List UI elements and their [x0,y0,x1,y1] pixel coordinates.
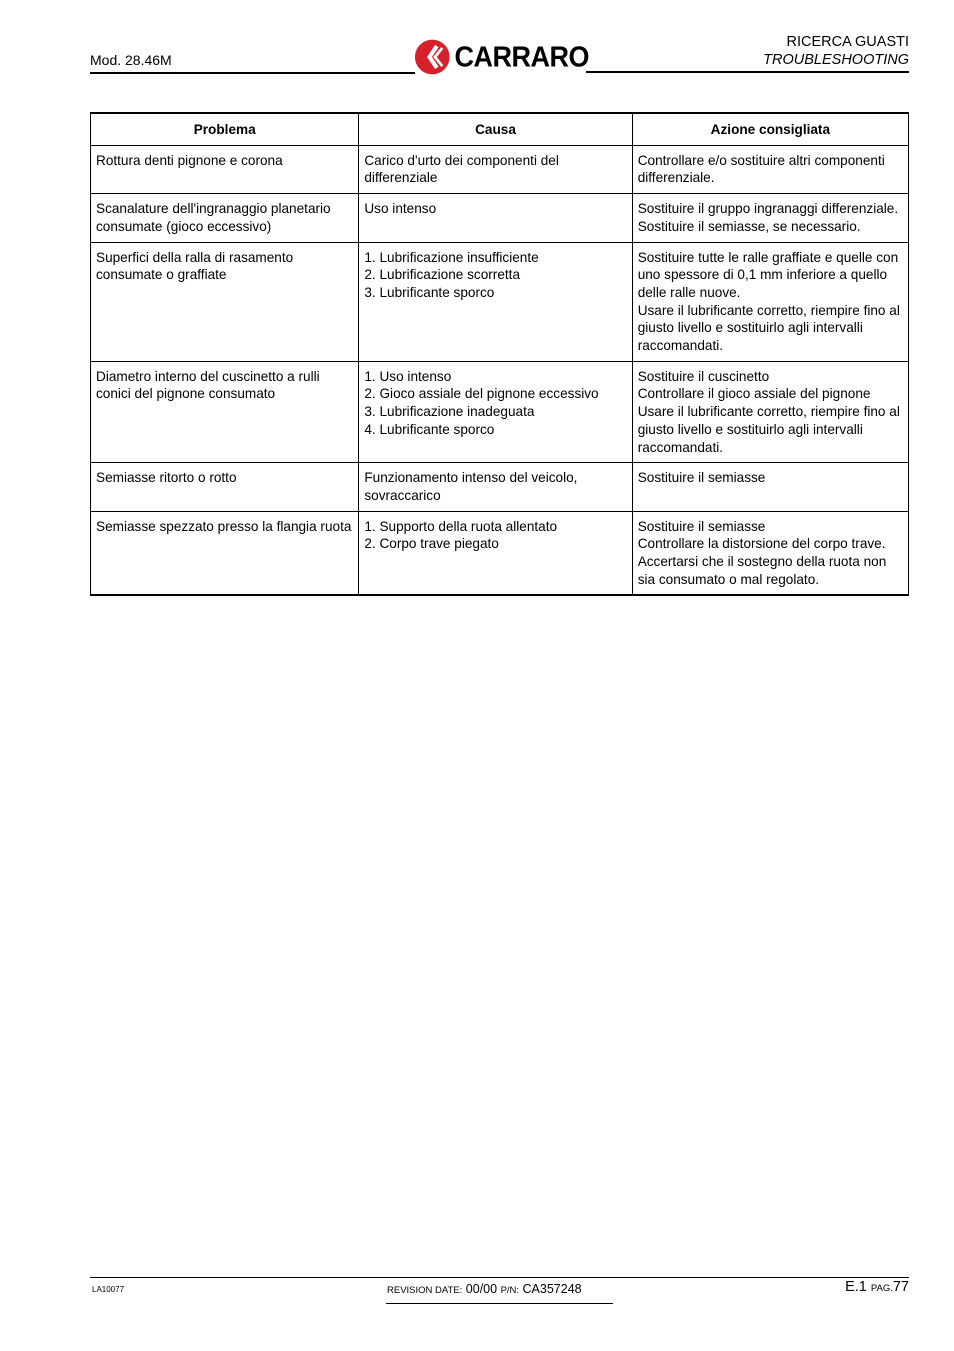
cause-cell-line: 2. Lubrificazione scorretta [364,267,521,283]
page-label: PAG. [870,1283,893,1294]
cause-cell [359,361,632,463]
action-cell-line: Controllare la distorsione del corpo trave. [637,536,886,552]
action-cell-line: Sostituire il semiasse [637,518,766,534]
cause-cell [359,242,632,361]
cause-cell-line: 2. Corpo trave piegato [364,536,499,552]
footer-doc-code: LA10077 [92,1285,125,1294]
action-cell-line: Usare il lubrificante corretto, riempire fino al giusto livello e sostituirlo agli intervalli raccomandati. [637,404,900,455]
action-cell [632,463,908,511]
section-number: E.1 [845,1279,867,1295]
action-cell [632,242,908,361]
carraro-logo-icon [414,37,451,77]
problem-cell-line: Semiasse spezzato presso la flangia ruota [96,518,352,534]
cause-cell-line: Uso intenso [364,201,437,217]
problem-cell [91,242,359,361]
table-row [91,361,909,463]
header-model: Mod. 28.46M [90,52,172,68]
section-title-en: TROUBLESHOOTING [763,52,909,68]
cause-cell-line: 1. Lubrificazione insufficiente [364,249,539,265]
cause-cell-line: 3. Lubrificazione inadeguata [364,404,535,420]
action-cell-line: Sostituire il gruppo ingranaggi differenziale. Sostituire il semiasse, se necessario. [637,201,899,234]
header-rule-left [90,72,415,74]
footer-page [845,1279,909,1295]
problem-cell [91,511,359,595]
footer-revision [387,1282,582,1296]
problem-cell [91,145,359,193]
brand-logo [414,36,589,78]
cause-cell [359,145,632,193]
brand-name: CARRARO [454,40,589,73]
column-header-action: Azione consigliata [632,113,908,145]
table-row [91,145,909,193]
cause-cell-line: 3. Lubrificante sporco [364,284,495,300]
cause-cell-line: 4. Lubrificante sporco [364,421,495,437]
action-cell-line: Accertarsi che il sostegno della ruota non sia consumato o mal regolato. [637,554,887,587]
cause-cell [359,194,632,242]
cause-cell-line: 1. Uso intenso [364,368,452,384]
cause-cell-line: 1. Supporto della ruota allentato [364,518,558,534]
action-cell-line: Usare il lubrificante corretto, riempire fino al giusto livello e sostituirlo agli intervalli raccomandati. [637,302,900,354]
problem-cell [91,194,359,242]
action-cell-line: Controllare e/o sostituire altri componenti differenziale. [637,152,885,186]
action-cell-line: Sostituire tutte le ralle graffiate e quelle con uno spessore di 0,1 mm inferiore a quello delle ralle nuove. [637,249,899,300]
footer-revision-rule [386,1303,613,1304]
pn-value: CA357248 [522,1282,582,1296]
cause-cell [359,463,632,511]
table-row [91,511,909,595]
action-cell [632,145,908,193]
page-number: 77 [892,1279,909,1295]
cause-cell-line: 2. Gioco assiale del pignone eccessivo [364,386,599,402]
action-cell [632,511,908,595]
column-header-problem: Problema [91,113,359,145]
table-row [91,242,909,361]
problem-cell-line: Rottura denti pignone e corona [96,152,283,168]
problem-cell-line: Scanalature dell'ingranaggio planetario consumate (gioco eccessivo) [96,201,331,234]
cause-cell-line: Carico d'urto dei componenti del differenziale [364,152,559,186]
table-header-row [91,113,909,145]
action-cell [632,361,908,463]
action-cell-line: Sostituire il cuscinetto [637,368,770,384]
revision-label: REVISION DATE: [387,1285,463,1296]
problem-cell-line: Superfici della ralla di rasamento consumate o graffiate [96,249,294,283]
problem-cell-line: Semiasse ritorto o rotto [96,470,237,486]
table-row [91,194,909,242]
action-cell [632,194,908,242]
action-cell-line: Sostituire il semiasse [637,470,766,486]
header-rule-right [586,71,909,73]
problem-cell [91,463,359,511]
cause-cell [359,511,632,595]
action-cell-line: Controllare il gioco assiale del pignone [637,386,871,402]
footer-rule [90,1277,909,1278]
problem-cell-line: Diametro interno del cuscinetto a rulli conici del pignone consumato [96,368,320,402]
pn-label: P/N: [500,1285,520,1296]
column-header-cause: Causa [359,113,632,145]
cause-cell-line: Funzionamento intenso del veicolo, sovraccarico [364,470,578,503]
troubleshooting-table [90,112,909,596]
section-title-it: RICERCA GUASTI [786,34,909,50]
revision-value: 00/00 [465,1282,498,1296]
table-row [91,463,909,511]
problem-cell [91,361,359,463]
header-section [763,33,909,69]
